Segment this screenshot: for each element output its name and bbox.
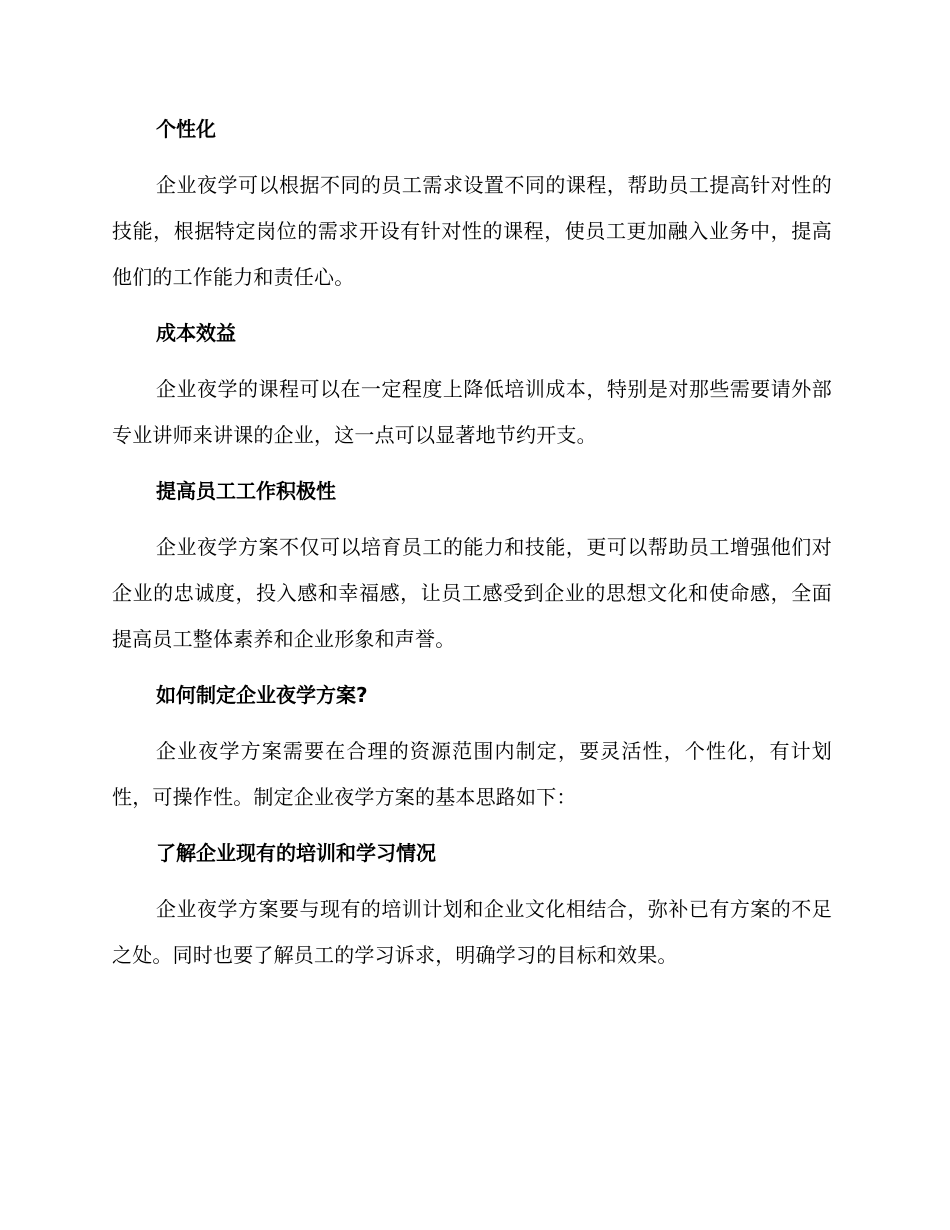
document-page xyxy=(112,106,832,988)
section-heading-how-to-plan: 如何制定企业夜学方案? xyxy=(156,683,368,707)
section-heading-motivation: 提高员工工作积极性 xyxy=(156,479,336,503)
section-body-personalization: 企业夜学可以根据不同的员工需求设置不同的课程，帮助员工提高针对性的技能，根据特定岗位的需求开设有针对性的课程，使员工更加融入业务中，提高他们的工作能力和责任心。 xyxy=(112,173,832,289)
section-body-cost-benefit: 企业夜学的课程可以在一定程度上降低培训成本，特别是对那些需要请外部专业讲师来讲课的企业，这一点可以显著地节约开支。 xyxy=(112,377,832,447)
section-body-current-training: 企业夜学方案要与现有的培训计划和企业文化相结合，弥补已有方案的不足之处。同时也要了解员工的学习诉求，明确学习的目标和效果。 xyxy=(112,897,832,967)
section-heading-personalization: 个性化 xyxy=(156,117,216,141)
section-heading-current-training: 了解企业现有的培训和学习情况 xyxy=(156,841,436,865)
section-body-how-to-plan: 企业夜学方案需要在合理的资源范围内制定，要灵活性，个性化，有计划性，可操作性。制定企业夜学方案的基本思路如下： xyxy=(112,739,832,809)
section-heading-cost-benefit: 成本效益 xyxy=(156,321,236,345)
section-body-motivation: 企业夜学方案不仅可以培育员工的能力和技能，更可以帮助员工增强他们对企业的忠诚度，投入感和幸福感，让员工感受到企业的思想文化和使命感，全面提高员工整体素养和企业形象和声誉。 xyxy=(112,535,832,651)
